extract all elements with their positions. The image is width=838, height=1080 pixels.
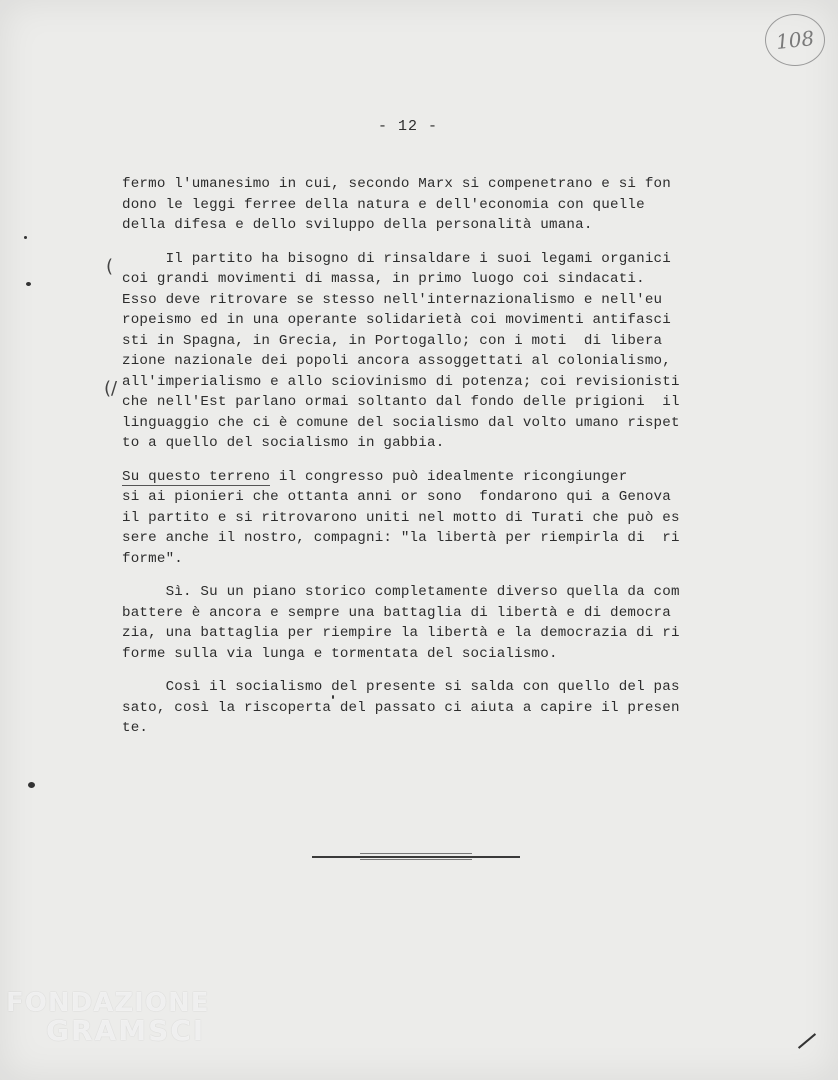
- document-body: [122, 174, 762, 752]
- text-line: all'imperialismo e allo sciovinismo di potenza; coi revisionisti: [122, 373, 680, 390]
- text-line: forme sulla via lunga e tormentata del socialismo.: [122, 645, 558, 662]
- fondazione-gramsci-watermark: [6, 988, 209, 1047]
- text-line: sere anche il nostro, compagni: "la libertà per riempirla di ri: [122, 530, 680, 546]
- punch-hole-mark: [28, 782, 35, 788]
- text-line: linguaggio che ci è comune del socialismo dal volto umano rispet: [122, 414, 680, 431]
- text-line: dono le leggi ferree della natura e dell'economia con quelle: [122, 196, 645, 213]
- text-line: Sì. Su un piano storico completamente diverso quella da com: [122, 584, 680, 600]
- text-line: zione nazionale dei popoli ancora assoggettati al colonialismo,: [122, 353, 671, 369]
- watermark-line-2: GRAMSCI: [46, 1014, 206, 1047]
- text-line: della difesa e dello sviluppo della personalità umana.: [122, 217, 593, 233]
- watermark-line-1: FONDAZIONE: [6, 988, 210, 1018]
- closing-rule-strikethrough: [360, 853, 472, 860]
- text-line: zia, una battaglia per riempire la libertà e la democrazia di ri: [122, 625, 680, 641]
- line-continuation: il congresso può idealmente ricongiunger: [270, 468, 628, 485]
- paragraph-4: [122, 582, 762, 664]
- stamp-number: 108: [774, 26, 816, 54]
- text-line: si ai pionieri che ottanta anni or sono fondarono qui a Genova: [122, 489, 671, 505]
- paragraph-5: [122, 677, 762, 739]
- text-line: forme".: [122, 550, 183, 567]
- pen-stroke-mark: [798, 1033, 816, 1049]
- margin-pen-mark: (/: [104, 378, 118, 399]
- text-line: te.: [122, 720, 149, 736]
- text-line: che nell'Est parlano ormai soltanto dal fondo delle prigioni il: [122, 394, 680, 410]
- text-line: to a quello del socialismo in gabbia.: [122, 435, 445, 451]
- handwritten-underline-phrase: Su questo terreno: [122, 468, 271, 485]
- text-line: sti in Spagna, in Grecia, in Portogallo; con i moti di libera: [122, 332, 663, 349]
- text-line: ropeismo ed in una operante solidarietà coi movimenti antifasci: [122, 312, 671, 328]
- text-line: Il partito ha bisogno di rinsaldare i suoi legami organici: [122, 250, 671, 267]
- page-number: - 12 -: [378, 118, 439, 135]
- paragraph-2: [122, 249, 762, 454]
- paragraph-3: [122, 467, 762, 570]
- text-line: [122, 467, 762, 488]
- text-line: battere è ancora e sempre una battaglia di libertà e di democra: [122, 604, 671, 621]
- paper-speck: [332, 695, 334, 699]
- text-line: Esso deve ritrovare se stesso nell'internazionalismo e nell'eu: [122, 291, 663, 308]
- margin-bracket-mark: (: [106, 256, 114, 277]
- text-line: sato, così la riscoperta del passato ci aiuta a capire il presen: [122, 699, 680, 716]
- text-line: fermo l'umanesimo in cui, secondo Marx si compenetrano e si fon: [122, 176, 671, 192]
- text-line: il partito e si ritrovarono uniti nel motto di Turati che può es: [122, 509, 680, 526]
- text-line: coi grandi movimenti di massa, in primo luogo coi sindacati.: [122, 271, 645, 287]
- paper-speck: [26, 282, 31, 286]
- text-line: Così il socialismo del presente si salda con quello del pas: [122, 679, 680, 695]
- paragraph-1: [122, 174, 762, 236]
- paper-speck: [24, 236, 27, 239]
- archive-number-stamp: [765, 14, 825, 66]
